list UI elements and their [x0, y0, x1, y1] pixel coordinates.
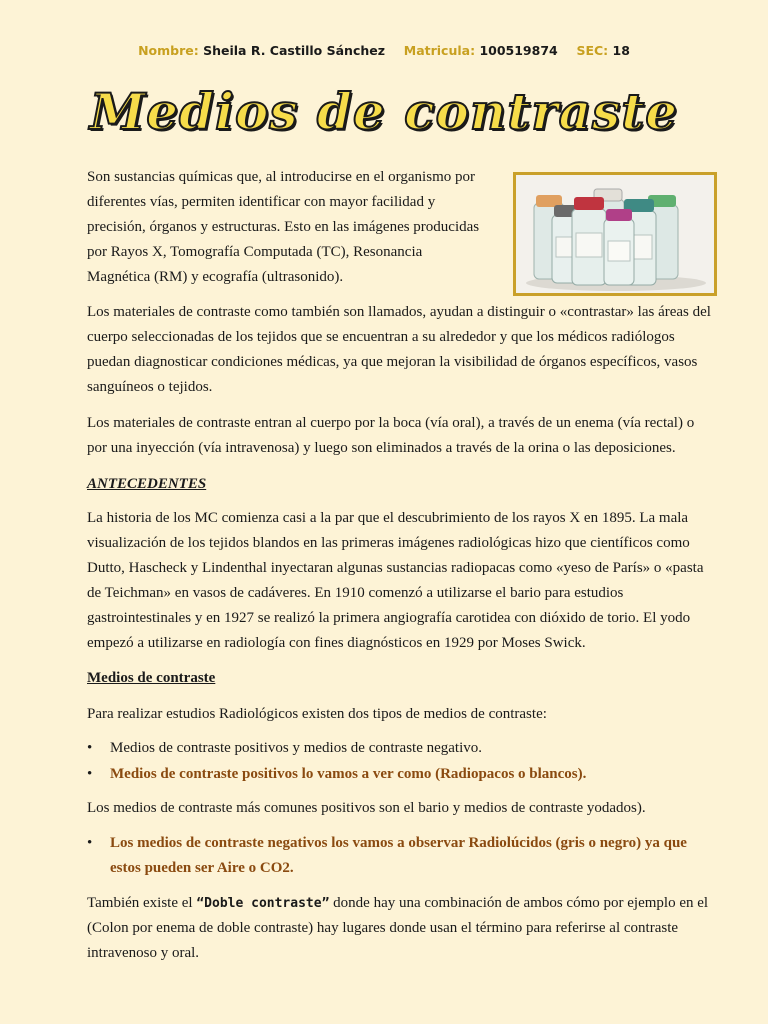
medios-heading: Medios de contraste [87, 670, 216, 686]
double-contrast-paragraph [87, 891, 717, 966]
title-container [0, 82, 768, 141]
types-paragraph: Para realizar estudios Radiológicos existen dos tipos de medios de contraste: [87, 706, 547, 722]
history-paragraph: La historia de los MC comienza casi a la par que el descubrimiento de los rayos X en 1895. La mala visualización de los tejidos blandos en las primeras imágenes radiológicas hizo que científicos como Dutto, Hascheck y Lindenthal inyectaran algunas sustancias radiopacas como «yeso de París» o «pasta de Teichman» en vasos de cadáveres. En 1910 comenzó a utilizarse el bario para estudios gastrointestinales y en 1927 se realizó la primera angiografía carotidea con dióxido de torio. El yodo empezó a utilizarse en radiología con fines diagnósticos en 1929 por Moses Swick. [87, 510, 704, 651]
sec-label: SEC: [576, 43, 609, 58]
sec-value: 18 [612, 43, 630, 58]
double-contrast-pre: También existe el [87, 895, 197, 911]
bullet-dot: • [87, 835, 93, 851]
student-header [0, 43, 768, 58]
name-value: Sheila R. Castillo Sánchez [203, 43, 386, 58]
matricula-value: 100519874 [479, 43, 558, 58]
materials-paragraph: Los materiales de contraste como también son llamados, ayudan a distinguir o «contrastar» las áreas del cuerpo seleccionadas de los tejidos que se encuentran a su alrededor y que los médicos radiólogos puedan diagnosticar condiciones médicas, ya que mejoran la visibilidad de órganos específicos, vasos sanguíneos o tejidos. [87, 304, 711, 395]
double-contrast-term: “Doble contraste” [196, 896, 330, 911]
antecedentes-heading: ANTECEDENTES [87, 476, 207, 492]
page-title: Medios de contraste [89, 82, 679, 141]
matricula-label: Matricula: [403, 43, 476, 58]
double-contrast-post: donde hay una combinación de ambos cómo por ejemplo en el (Colon por enema de doble contraste) hay lugares donde usan el término para referirse al contraste intravenoso y oral. [87, 895, 709, 961]
name-label: Nombre: [138, 43, 199, 58]
bullet-text: Medios de contraste positivos y medios de contraste negativo. [110, 740, 483, 756]
contrast-vials-image [513, 172, 717, 296]
common-positive-paragraph: Los medios de contraste más comunes positivos son el bario y medios de contraste yodados). [87, 800, 646, 816]
intro-paragraph: Son sustancias químicas que, al introducirse en el organismo por diferentes vías, permiten identificar con mayor facilidad y precisión, órganos y estructuras. Esto en las imágenes producidas por Rayos X, Tomografía Computada (TC), Resonancia Magnética (RM) y ecografía (ultrasonido). [87, 169, 480, 285]
entry-paragraph: Los materiales de contraste entran al cuerpo por la boca (vía oral), a través de un enema (vía rectal) o por una inyección (vía intravenosa) y luego son eliminados a través de la orina o las deposiciones. [87, 415, 695, 456]
vials-illustration [516, 175, 714, 293]
bullet-text: Medios de contraste positivos lo vamos a ver como (Radiopacos o blancos). [110, 766, 587, 782]
bullet-text: Los medios de contraste negativos los vamos a observar Radiolúcidos (gris o negro) ya que estos pueden ser Aire o CO2. [110, 835, 687, 876]
bullet-dot: • [87, 740, 93, 756]
bullet-dot: • [87, 766, 93, 782]
